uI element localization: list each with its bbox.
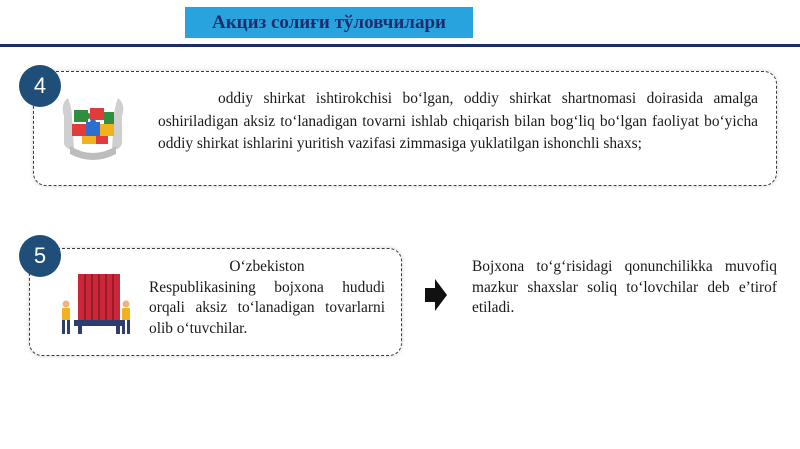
- puzzle-hands-icon: [58, 88, 128, 173]
- page-title: Акциз солиғи тўловчилари: [212, 11, 446, 33]
- title-banner: [185, 7, 473, 38]
- header-divider: [0, 44, 800, 47]
- item-number-badge-5: 5: [19, 235, 61, 277]
- item-text-5-line1: O‘zbekiston: [229, 258, 305, 275]
- cargo-workers-icon: [54, 268, 134, 348]
- item-text-4: oddiy shirkat ishtirokchisi bo‘lgan, oddiy shirkat shartnomasi doirasida amalga oshiriladigan aksiz to‘lanadigan tovarni ishlab chiqarish bilan bog‘liq bo‘lgan faoliyat bo‘yicha oddiy shirkat ishlarini yuritish vazifasi zimmasiga yuklatilgan ishonchli shaxs;: [158, 90, 758, 152]
- arrow-right-icon: [424, 278, 448, 317]
- item-number-badge-4: 4: [19, 65, 61, 107]
- item-text-5: [149, 257, 385, 339]
- item-text-5-rest: Respublikasining bojxona hududi orqali aksiz to‘lanadigan tovarlarni olib o‘tuvchilar.: [149, 278, 385, 337]
- side-note-text: Bojxona to‘g‘risidagi qonunchilikka muvofiq mazkur shaxslar soliq to‘lovchilar deb e’tirof etiladi.: [472, 258, 777, 316]
